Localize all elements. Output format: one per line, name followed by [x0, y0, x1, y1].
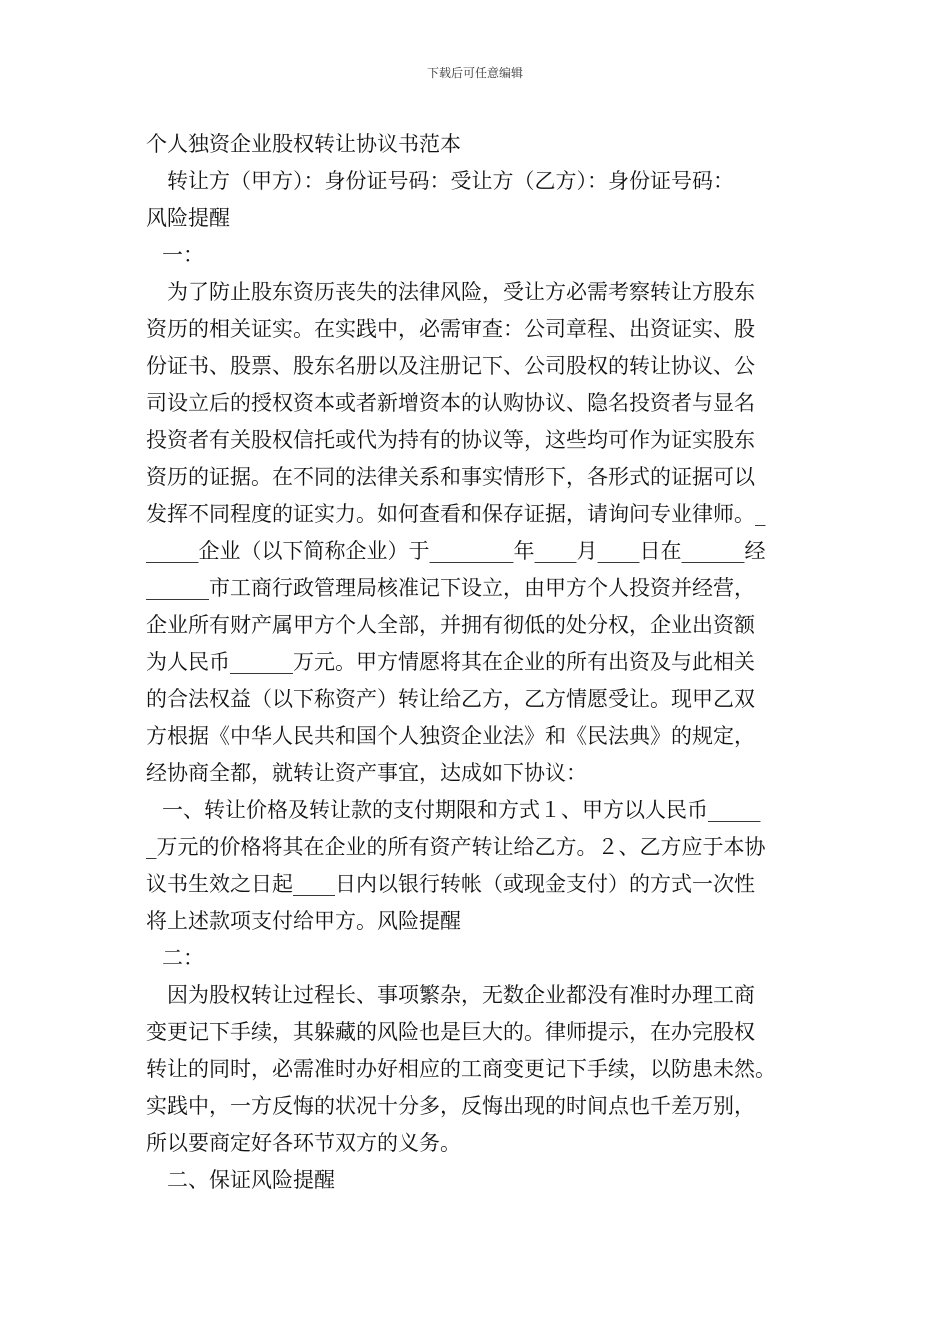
paragraph-line: 因为股权转让过程长、事项繁杂，无数企业都没有准时办理工商	[167, 983, 755, 1007]
parties-line: 转让方（甲方）：身份证号码：受让方（乙方）：身份证号码：	[167, 169, 734, 193]
document-title: 个人独资企业股权转让协议书范本	[146, 132, 461, 156]
clause-line: 议书生效之日起____日内以银行转帐（或现金支付）的方式一次性	[146, 872, 755, 896]
paragraph-line: 份证书、股票、股东名册以及注册记下、公司股权的转让协议、公	[146, 354, 755, 378]
section-label-1: 一：	[162, 243, 204, 267]
clause-line: _万元的价格将其在企业的所有资产转让给乙方。２、乙方应于本协	[146, 835, 766, 859]
paragraph-line: ______市工商行政管理局核准记下设立，由甲方个人投资并经营，	[146, 576, 755, 600]
paragraph-line: 为了防止股东资历丧失的法律风险，受让方必需考察转让方股东	[167, 280, 755, 304]
paragraph-line: 方根据《中华人民共和国个人独资企业法》和《民法典》的规定，	[146, 724, 755, 748]
paragraph-line: 经协商全都，就转让资产事宜，达成如下协议：	[146, 761, 587, 785]
paragraph-line: 变更记下手续，其躲藏的风险也是巨大的。律师提示，在办完股权	[146, 1020, 755, 1044]
paragraph-line: 司设立后的授权资本或者新增资本的认购协议、隐名投资者与显名	[146, 391, 755, 415]
document-body	[146, 126, 826, 1199]
section-heading-guarantee: 二、保证风险提醒	[167, 1168, 335, 1192]
paragraph-line: 实践中，一方反悔的状况十分多，反悔出现的时间点也千差万别，	[146, 1094, 755, 1118]
paragraph-line: 资历的证据。在不同的法律关系和事实情形下，各形式的证据可以	[146, 465, 755, 489]
paragraph-line: 为人民币______万元。甲方情愿将其在企业的所有出资及与此相关	[146, 650, 755, 674]
paragraph-line: 转让的同时，必需准时办好相应的工商变更记下手续，以防患未然。	[146, 1057, 776, 1081]
paragraph-line: 发挥不同程度的证实力。如何查看和保存证据，请询问专业律师。_	[146, 502, 766, 526]
clause-line: 一、转让价格及转让款的支付期限和方式１、甲方以人民币_____	[162, 798, 761, 822]
paragraph-line: _____企业（以下简称企业）于________年____月____日在______经	[146, 539, 766, 563]
section-label-2: 二：	[162, 946, 204, 970]
paragraph-line: 所以要商定好各环节双方的义务。	[146, 1131, 461, 1155]
risk-heading-1: 风险提醒	[146, 206, 230, 230]
paragraph-line: 投资者有关股权信托或代为持有的协议等，这些均可作为证实股东	[146, 428, 755, 452]
paragraph-line: 资历的相关证实。在实践中，必需审查：公司章程、出资证实、股	[146, 317, 755, 341]
page-header-note: 下载后可任意编辑	[426, 66, 523, 80]
paragraph-line: 的合法权益（以下称资产）转让给乙方，乙方情愿受让。现甲乙双	[146, 687, 755, 711]
paragraph-line: 企业所有财产属甲方个人全部，并拥有彻低的处分权，企业出资额	[146, 613, 755, 637]
clause-line: 将上述款项支付给甲方。风险提醒	[146, 909, 461, 933]
